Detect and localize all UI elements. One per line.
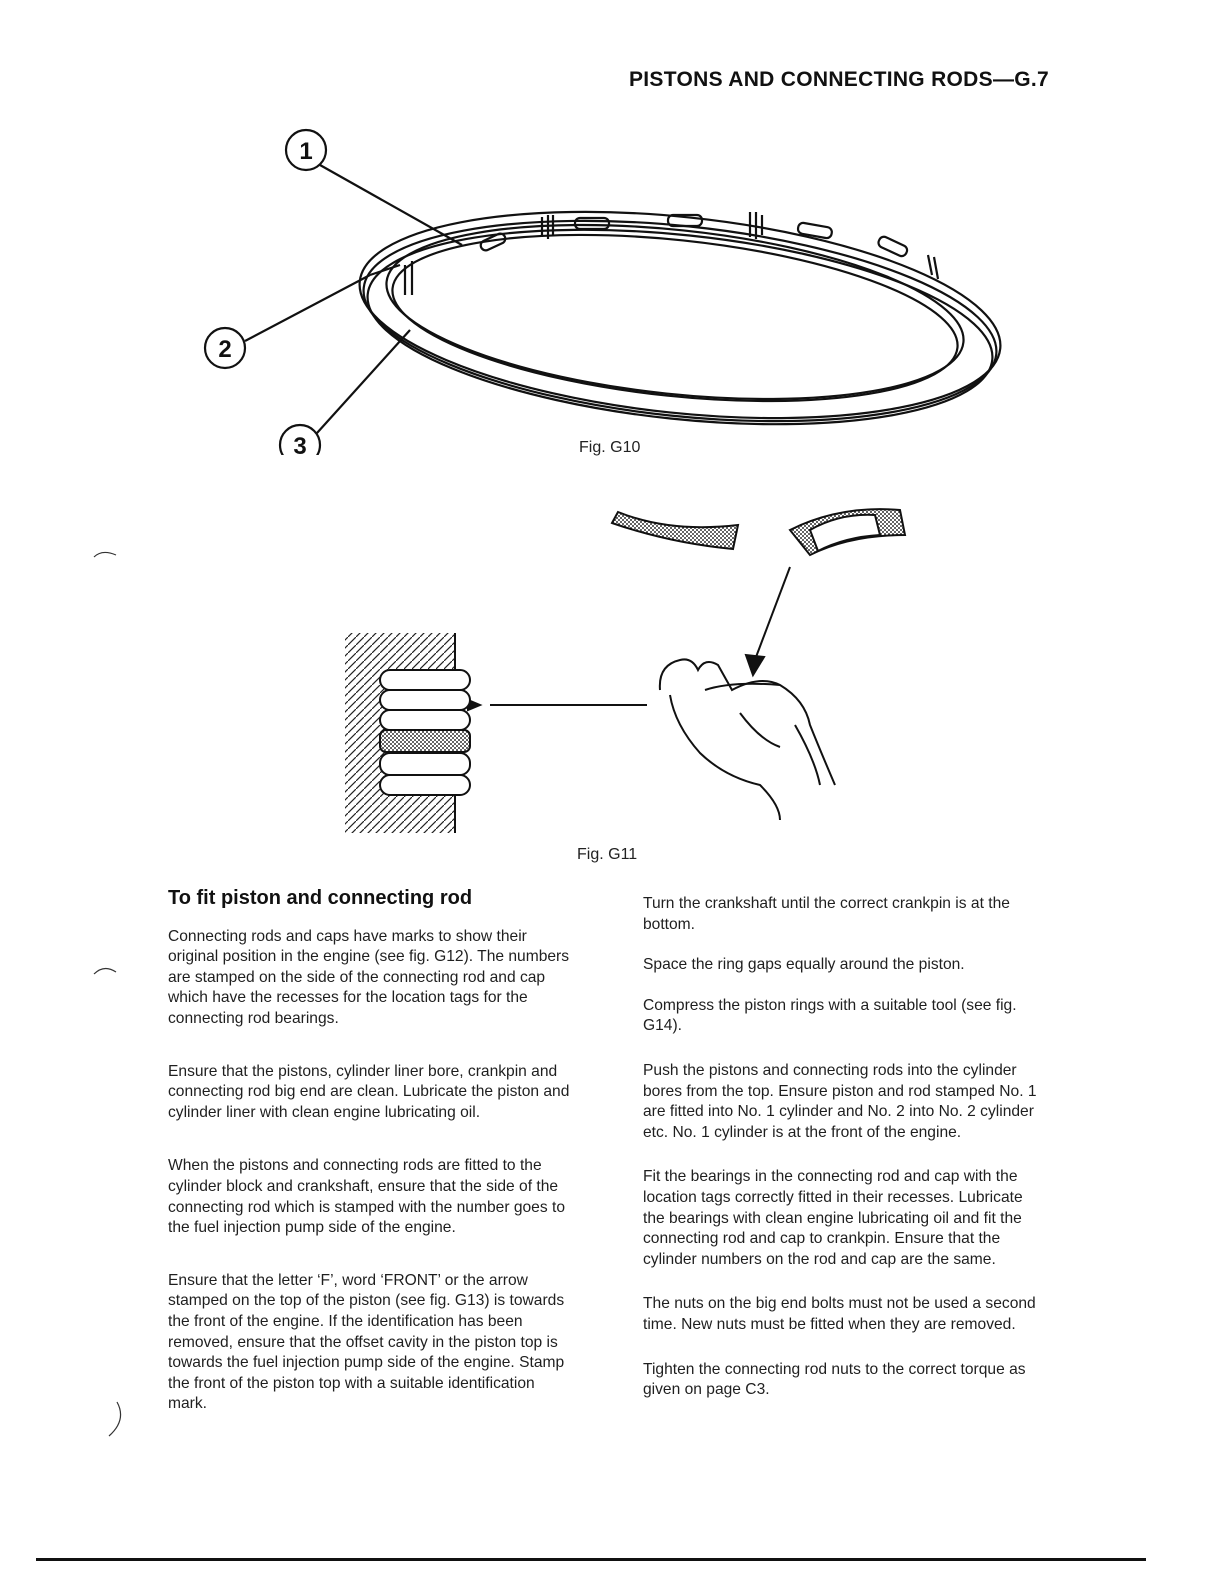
paragraph-crankshaft: Turn the crankshaft until the correct crankpin is at the bottom. <box>643 895 1010 933</box>
paragraph-piston-front: Ensure that the letter ‘F’, word ‘FRONT’ or the arrow stamped on the top of the piston (see fig. G13) is towards the front of the engine. If the identification has been removed, ensure that the offset cavity in the piston top is towards the fuel injection pump side of the engine. Stamp the front of the piston top with a suitable identification mark. <box>168 1271 565 1413</box>
paragraph-compress-rings: Compress the piston rings with a suitable tool (see fig. G14). <box>643 996 1017 1035</box>
paragraph-nuts: The nuts on the big end bolts must not be used a second time. New nuts must be fitted when they are removed. <box>643 1295 1036 1333</box>
figure-g10-caption: Fig. G10 <box>579 439 641 456</box>
scan-mark-left <box>92 545 122 565</box>
ring-outer-rail <box>350 184 1011 446</box>
callout-2: 2 <box>218 336 232 363</box>
scan-mark-left-2 <box>92 962 122 982</box>
paragraph-rod-marks: Connecting rods and caps have marks to show their original position in the engine (see fig. G12). The numbers are stamped on the side of the connecting rod and cap which have the recesses for the location tags for the connecting rod bearings. <box>168 927 570 1027</box>
figure-g11-caption: Fig. G11 <box>577 846 638 863</box>
bottom-rule <box>36 1558 1146 1561</box>
paragraph-ring-gaps: Space the ring gaps equally around the piston. <box>643 956 965 974</box>
paragraph-cleanliness: Ensure that the pistons, cylinder liner bore, crankpin and connecting rod big end are clean. Lubricate the piston and cylinder liner with clean engine lubricating oil. <box>168 1062 570 1121</box>
right-column <box>643 894 1045 1401</box>
scan-mark-left-3 <box>105 1400 125 1440</box>
paragraph-rod-orientation: When the pistons and connecting rods are fitted to the cylinder block and crankshaft, ensure that the side of the connecting rod which is stamped with the number goes to the fuel injection pump side of the engine. <box>168 1157 565 1237</box>
figure-g11 <box>340 485 920 840</box>
page-header: PISTONS AND CONNECTING RODS—G.7 <box>628 68 1049 91</box>
paragraph-fit-bearings: Fit the bearings in the connecting rod and cap with the location tags correctly fitted in their recesses. Lubricate the bearings with clean engine lubricating oil and fit the connecting rod and cap to crankpin. Ensure that the cylinder numbers on the rod and cap are the same. <box>643 1168 1023 1268</box>
callout-3: 3 <box>293 433 307 455</box>
paragraph-push-pistons: Push the pistons and connecting rods into the cylinder bores from the top. Ensure piston and rod stamped No. 1 are fitted into No. 1 cylinder and No. 2 into No. 2 cylinder etc. No. 1 cylinder is at the front of the engine. <box>643 1061 1037 1141</box>
left-column <box>168 888 576 1415</box>
callout-1: 1 <box>299 138 313 165</box>
paragraph-tighten-nuts: Tighten the connecting rod nuts to the correct torque as given on page C3. <box>643 1360 1026 1399</box>
figure-g10 <box>190 115 1030 455</box>
section-title: To fit piston and connecting rod <box>168 887 473 909</box>
